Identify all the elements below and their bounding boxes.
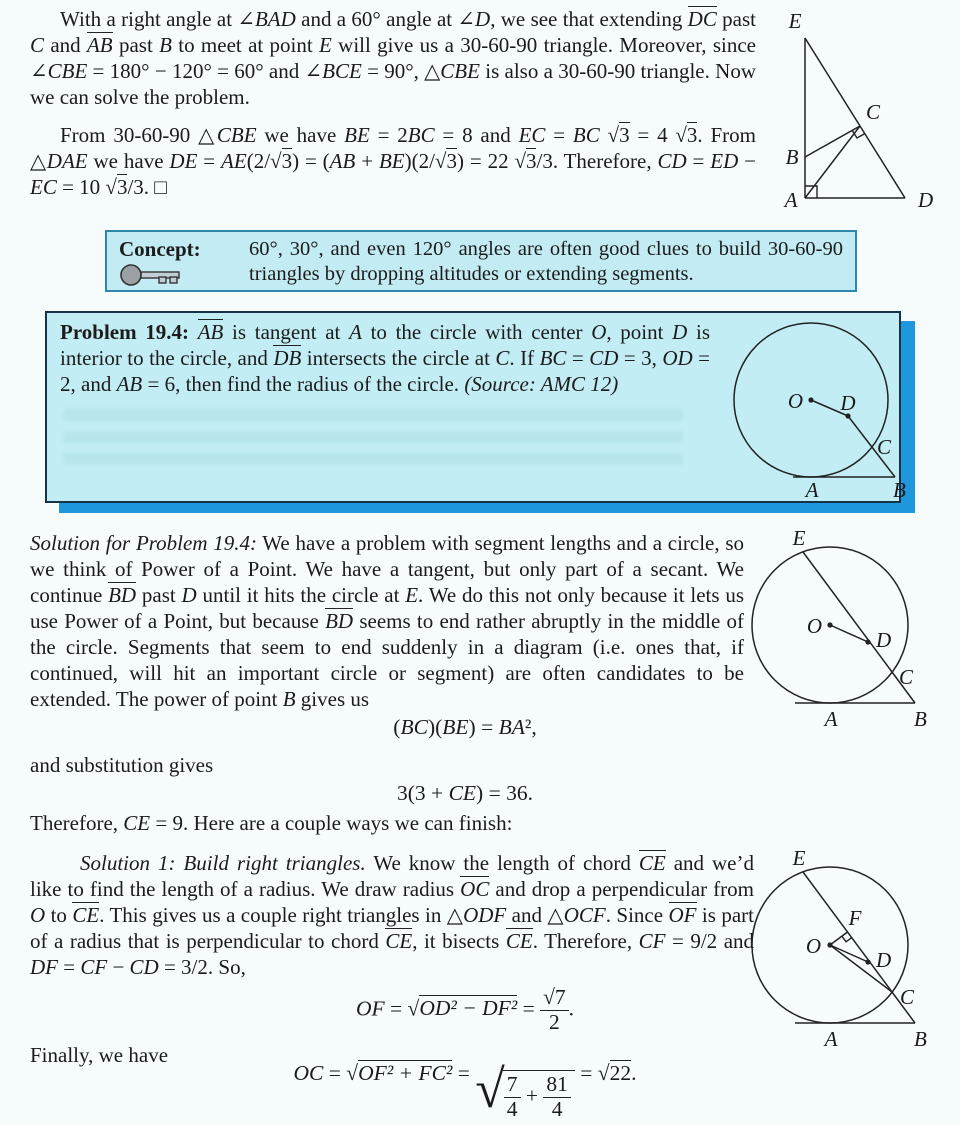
solution1-paragraph: Solution 1: Build right triangles. We know the length of chord CE and we’d like to find the length of a radius. We draw radius OC and drop a perpendicular from O to CE. This gives us a couple right triangles in △ODF and △OCF. Since OF is part of a radius that is perpendicular to chord CE, it bisects CE. Therefore, CF = 9/2 and DF = CF − CD = 3/2. So, [30, 851, 755, 979]
text-substitution: and substitution gives [30, 753, 214, 777]
equation-power-of-point: (BC)(BE) = BA², [393, 715, 537, 739]
triangle-diagram [770, 0, 960, 215]
point-label-B: B [893, 478, 906, 502]
concept-label-column [107, 232, 245, 290]
point-label-A: A [824, 1027, 838, 1051]
print-bleed-artifact [63, 409, 683, 421]
point-label-B: B [914, 707, 927, 731]
segment-OF [830, 932, 848, 945]
segment-BC [805, 126, 860, 157]
point-label-C: C [900, 985, 915, 1009]
right-angle-mark-F [842, 936, 852, 942]
point-label-E: E [792, 526, 806, 550]
point-label-B: B [914, 1027, 927, 1051]
equation-oc: OC = √OF² + FC² = √ $\frac{7}{4}$ + $\frac{81}{4}$ = √22. [293, 1058, 637, 1121]
point-label-A: A [784, 188, 798, 212]
point-label-E: E [792, 846, 806, 870]
key-icon [119, 262, 187, 290]
point-label-F: F [848, 906, 862, 930]
point-label-A: A [805, 478, 819, 502]
point-label-O: O [805, 934, 821, 958]
point-label-D: D [876, 948, 892, 972]
point-label-C: C [877, 435, 892, 459]
point-label-B: B [785, 145, 799, 169]
paragraph-triangle-computation: From 30-60-90 △CBE we have BE = 2BC = 8 and EC = BC √3 = 4 √3. From △DAE we have DE = AE(2/√3) = (AB + BE)(2/√3) = 22 √3/3. Therefore, CD = ED − EC = 10 √3/3. □ [30, 123, 757, 199]
problem-statement: Problem 19.4: AB is tangent at A to the circle with center O, point D is interior to the circle, and DB intersects the circle at C. If BC = CD = 3, OD = 2, and AB = 6, then find the radius of the circle. (Source: AMC 12) [60, 320, 711, 396]
segment-AC [805, 126, 860, 198]
point-label-D: D [876, 628, 892, 652]
text-finally: Finally, we have [30, 1043, 169, 1067]
print-bleed-artifact [63, 453, 683, 465]
equation-of: OF = √OD² − DF² = $\frac{√7}{2}$ . [355, 985, 575, 1034]
segment-ED [805, 38, 905, 198]
point-label-D: D [840, 391, 856, 415]
point-label-O: O [787, 389, 803, 413]
point-label-E: E [788, 9, 802, 33]
problem-circle-diagram [725, 315, 910, 505]
print-bleed-artifact [63, 431, 683, 443]
equation-substituted: 3(3 + CE) = 36. [397, 781, 533, 805]
point-label-O: O [806, 614, 822, 638]
paragraph-triangle-solution: With a right angle at ∠BAD and a 60° angle at ∠D, we see that extending DC past C and AB past B to meet at point E will give us a 30-60-90 triangle. Moreover, since ∠CBE = 180° − 120° = 60° and ∠BCE = 90°, △CBE is also a 30-60-90 triangle. Now we can solve the problem. [30, 7, 756, 109]
point-label-C: C [899, 665, 914, 689]
concept-box [105, 230, 857, 292]
point-label-C: C [866, 100, 881, 124]
text-therefore-ce: Therefore, CE = 9. Here are a couple ways we can finish: [30, 811, 513, 835]
solution-paragraph: Solution for Problem 19.4: We have a problem with segment lengths and a circle, so we think of Power of a Point. We have a tangent, but only part of a secant. We continue BD past D until it hits the circle at E. We do this not only because it lets us use Power of a Point, but because BD seems to end rather abruptly in the middle of the circle. Segments that seem to end suddenly in a diagram (i.e. ones that, if continued, will hit an important circle or segment) are often candidates to be extended. The power of point B gives us [30, 531, 745, 711]
point-label-A: A [824, 707, 838, 731]
circle-diagram-extended-secant [745, 525, 960, 740]
concept-text: 60°, 30°, and even 120° angles are often good clues to build 30-60-90 triangles by dropping altitudes or extending segments. [249, 238, 843, 285]
concept-title: Concept: [119, 237, 201, 261]
point-label-D: D [918, 188, 934, 212]
segment-OD [830, 625, 868, 642]
circle-diagram-right-triangles [745, 845, 960, 1070]
